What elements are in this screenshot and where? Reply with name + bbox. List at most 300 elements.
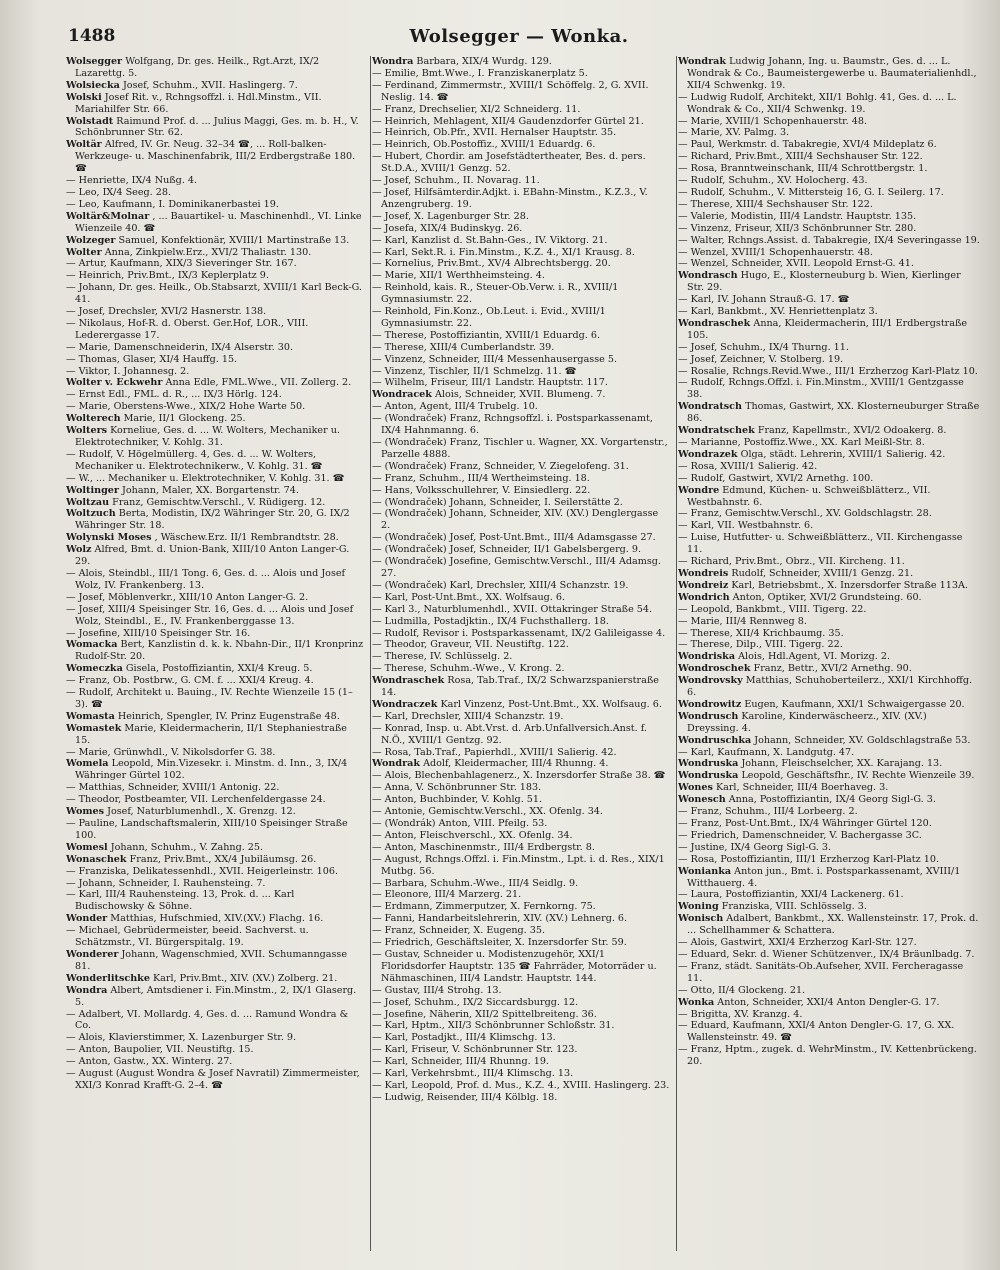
entry-text: — Johann, Dr. ges. Heilk., Ob.Stabsarzt, XVIII/1 Karl Beck-G. 41. xyxy=(66,282,362,306)
directory-entry xyxy=(372,723,670,747)
entry-text: — (Wondraček) Franz, Rchngsoffzl. i. Postsparkassenamt, IX/4 Hahnmanng. 6. xyxy=(372,413,653,437)
entry-surname: Wolski xyxy=(66,91,102,103)
directory-entry xyxy=(678,961,980,985)
entry-text: Josef, Schuhm., XVII. Haslingerg. 7. xyxy=(122,79,298,91)
entry-text: — Rosalie, Rchngs.Revid.Wwe., III/1 Erzherzog Karl-Platz 10. xyxy=(678,365,978,377)
entry-text: — Josef, Hilfsämterdir.Adjkt. i. EBahn-Minstm., K.Z.3., V. Anzengruberg. 19. xyxy=(372,186,648,210)
entry-text: — Karl, Leopold, Prof. d. Mus., K.Z. 4., XVIII. Haslingerg. 23. xyxy=(372,1079,670,1091)
entry-text: Olga, städt. Lehrerin, XVIII/1 Salierig. 42. xyxy=(740,448,946,460)
directory-entry xyxy=(66,389,364,401)
entry-surname: Wonderlitschke xyxy=(66,972,150,984)
entry-text: Heinrich, Spengler, IV. Prinz Eugenstraße 48. xyxy=(117,710,340,722)
directory-entry xyxy=(372,401,670,413)
directory-entry xyxy=(678,937,980,949)
directory-entry xyxy=(678,628,980,640)
entry-text: Rosa, Tab.Traf., IX/2 Schwarzspanierstraße 14. xyxy=(381,675,659,699)
directory-entry xyxy=(678,461,980,473)
directory-entry xyxy=(372,604,670,616)
directory-entry xyxy=(66,366,364,378)
entry-text: — Marie, III/4 Rennweg 8. xyxy=(678,615,807,627)
entry-text: — Johann, Schneider, I. Rauhensteing. 7. xyxy=(66,877,266,889)
entry-text: — Heinrich, Priv.Bmt., IX/3 Keplerplatz 9. xyxy=(66,270,269,282)
directory-entry xyxy=(372,842,670,854)
directory-entry xyxy=(66,758,364,782)
directory-entry xyxy=(372,270,670,282)
directory-entry xyxy=(678,735,980,747)
entry-text: Franz, Gemischtw.Verschl., V. Rüdigerg. 12. xyxy=(112,496,326,508)
entry-text: — Matthias, Schneider, XVIII/1 Antonig. 22. xyxy=(66,782,280,794)
directory-entry xyxy=(678,235,980,247)
directory-entry xyxy=(678,175,980,187)
entry-text: — Richard, Priv.Bmt., XIII/4 Sechshauser Str. 122. xyxy=(678,151,923,163)
directory-entry xyxy=(678,508,980,520)
directory-entry xyxy=(372,223,670,235)
entry-text: — Antonie, Gemischtw.Verschl., XX. Ofenlg. 34. xyxy=(372,806,603,818)
entry-text: — Karl, Friseur, V. Schönbrunner Str. 123. xyxy=(372,1044,578,1056)
entry-text: Karoline, Kinderwäscheerz., XIV. (XV.) Dreyssing. 4. xyxy=(687,710,927,734)
entry-text: — Konrad, Insp. u. Abt.Vrst. d. Arb.Unfallversich.Anst. f. N.Ö., XVIII/1 Gentzg. 92. xyxy=(372,722,647,746)
entry-text: — Ludwig, Reisender, III/4 Kölblg. 18. xyxy=(372,1091,558,1103)
entry-text: — Josef, Drechsler, XVI/2 Hasnerstr. 138. xyxy=(66,306,267,318)
entry-text: — Vinzenz, Friseur, XII/3 Schönbrunner Str. 280. xyxy=(678,222,917,234)
directory-entry xyxy=(372,544,670,556)
directory-entry xyxy=(678,187,980,199)
directory-entry xyxy=(678,449,980,461)
entry-text: — August (August Wondra & Josef Navratil) Zimmermeister, XXI/3 Konrad Krafft-G. 2–4. ☎ xyxy=(66,1068,360,1091)
entry-text: — Ferdinand, Zimmermstr., XVIII/1 Schöffelg. 2, G. XVII. Neslig. 14. ☎ xyxy=(372,79,649,103)
directory-entry xyxy=(372,556,670,580)
entry-surname: Wonaschek xyxy=(66,853,127,865)
entry-text: — Karl, IV. Johann Strauß-G. 17. ☎ xyxy=(678,294,850,306)
entry-surname: Wondreiz xyxy=(678,579,729,591)
entry-surname: Womela xyxy=(66,758,109,770)
entry-surname: Wondratsch xyxy=(678,401,742,413)
entry-text: — Artur, Kaufmann, XIX/3 Sieveringer Str. 167. xyxy=(66,258,297,270)
entry-text: — (Wondraček) Josefine, Gemischtw.Verschl., III/4 Adamsg. 27. xyxy=(372,556,661,579)
entry-text: Johann, Wagenschmied, XVII. Schumanngasse 81. xyxy=(75,948,348,972)
entry-text: Albert, Amtsdiener i. Fin.Minstm., 2, IX/1 Glaserg. 5. xyxy=(75,984,357,1008)
directory-entry xyxy=(372,794,670,806)
directory-entry xyxy=(372,651,670,663)
directory-entry xyxy=(678,651,980,663)
entry-surname: Wondrazek xyxy=(678,448,738,460)
directory-entry xyxy=(372,913,670,925)
directory-entry xyxy=(372,711,670,723)
directory-entry xyxy=(372,532,670,544)
entry-surname: Wonka xyxy=(678,996,715,1008)
directory-entry xyxy=(678,616,980,628)
directory-entry xyxy=(66,866,364,878)
entry-text: — Josef, Schuhm., II. Novarag. 11. xyxy=(372,175,540,187)
entry-text: — Wenzel, Schneider, XVII. Leopold Ernst-G. 41. xyxy=(678,258,914,270)
entry-text: — (Wondraček) Johann, Schneider, XIV. (XV.) Denglergasse 2. xyxy=(372,508,659,532)
entry-surname: Wondratschek xyxy=(678,425,755,437)
directory-entry xyxy=(66,949,364,973)
entry-text: — Alois, Steindbl., III/1 Tong. 6, Ges. d. ... Alois und Josef Wolz, IV. Frankenberg. 13. xyxy=(66,567,346,591)
directory-entry xyxy=(678,675,980,699)
entry-surname: Wolsiecka xyxy=(66,79,120,91)
directory-entry xyxy=(66,544,364,568)
directory-entry xyxy=(372,485,670,497)
directory-entry xyxy=(678,913,980,937)
entry-text: — Ernst Edl., FML. d. R., ... IX/3 Hörlg. 124. xyxy=(66,389,282,401)
directory-entry xyxy=(66,711,364,723)
directory-entry xyxy=(678,949,980,961)
directory-entry xyxy=(678,294,980,306)
entry-text: — Rosa, Postoffiziantin, III/1 Erzherzog Karl-Platz 10. xyxy=(678,853,939,865)
entry-text: — Franz, städt. Sanitäts-Ob.Aufseher, XVII. Fercheragasse 11. xyxy=(678,960,964,984)
entry-text: — Heinrich, Mehlagent, XII/4 Gaudenzdorfer Gürtel 21. xyxy=(372,115,644,127)
entry-text: , ... Bauartikel- u. Maschinenhdl., VI. Linke Wienzeile 40. ☎ xyxy=(75,210,362,234)
entry-text: — Karl, Hptm., XII/3 Schönbrunner Schloßstr. 31. xyxy=(372,1020,615,1032)
entry-text: — Franz, Hptm., zugek. d. WehrMinstm., IV. Kettenbrückeng. 20. xyxy=(678,1044,977,1068)
directory-entry xyxy=(372,1020,670,1032)
entry-text: — Josef, XIII/4 Speisinger Str. 16, Ges. d. ... Alois und Josef Wolz, Steindbl., E., IV. Frankenberggasse 13. xyxy=(66,603,354,627)
directory-entry xyxy=(678,56,980,92)
entry-surname: Wondraschek xyxy=(372,675,445,687)
directory-entry xyxy=(678,127,980,139)
entry-surname: Woltzuch xyxy=(66,508,116,520)
entry-text: Marie, Kleidermacherin, II/1 Stephaniestraße 15. xyxy=(75,722,347,746)
entry-text: — Rudolf, Architekt u. Bauing., IV. Rechte Wienzeile 15 (1–3). ☎ xyxy=(66,687,353,710)
directory-entry xyxy=(678,782,980,794)
directory-entry xyxy=(372,342,670,354)
entry-text: — Marie, Damenschneiderin, IX/4 Alserstr. 30. xyxy=(66,341,293,353)
directory-entry xyxy=(372,663,670,675)
directory-entry xyxy=(372,925,670,937)
entry-text: Edmund, Küchen- u. Schweißblätterz., VII. Westbahnstr. 6. xyxy=(687,484,931,508)
directory-entry xyxy=(66,842,364,854)
directory-entry xyxy=(372,782,670,794)
directory-entry xyxy=(678,842,980,854)
directory-entry xyxy=(678,306,980,318)
entry-text: — Franz, Schuhm., III/4 Lorbeerg. 2. xyxy=(678,806,858,818)
entry-text: Ludwig Johann, Ing. u. Baumstr., Ges. d. ... L. Wondrak & Co., Baumeistergewerbe u. Baumaterialienhdl., XII/4 Schwenkg. 19. xyxy=(687,56,977,91)
entry-text: Anna, Postoffiziantin, IX/4 Georg Sigl-G. 3. xyxy=(728,794,936,806)
directory-entry xyxy=(66,80,364,92)
entry-surname: Wondracek xyxy=(372,389,432,401)
directory-entry xyxy=(66,413,364,425)
entry-text: — Rudolf, Rchngs.Offzl. i. Fin.Minstm., XVIII/1 Gentzgasse 38. xyxy=(678,377,964,401)
directory-entry xyxy=(678,258,980,270)
entry-text: — Therese, XIII/4 Sechshauser Str. 122. xyxy=(678,198,873,210)
entry-text: — August, Rchngs.Offzl. i. Fin.Minstm., Lpt. i. d. Res., XIX/1 Mutbg. 56. xyxy=(372,853,665,877)
entry-text: Bert, Kanzlistin d. k. k. Nbahn-Dir., II/1 Kronprinz Rudolf-Str. 20. xyxy=(75,639,364,663)
directory-entry xyxy=(678,866,980,890)
entry-text: — Wenzel, XVIII/1 Schopenhauerstr. 48. xyxy=(678,246,873,258)
directory-entry xyxy=(372,461,670,473)
directory-entry xyxy=(372,1092,670,1104)
directory-entry xyxy=(372,592,670,604)
directory-entry xyxy=(678,604,980,616)
entry-text: — (Wondraček) Franz, Tischler u. Wagner, XX. Vorgartenstr., Parzelle 4888. xyxy=(372,437,668,460)
directory-entry xyxy=(372,258,670,270)
entry-text: — (Wondraček) Karl, Drechsler, XIII/4 Schanzstr. 19. xyxy=(372,579,629,591)
entry-text: Anton, Optiker, XVI/2 Grundsteing. 60. xyxy=(732,591,922,603)
entry-text: Samuel, Konfektionär, XVIII/1 Martinstraße 13. xyxy=(118,234,350,246)
entry-text: Anna, Kleidermacherin, III/1 Erdbergstraße 105. xyxy=(687,317,968,341)
entry-text: — Richard, Priv.Bmt., Obrz., VII. Kircheng. 11. xyxy=(678,556,905,568)
entry-text: — Vinzenz, Tischler, II/1 Schmelzg. 11. ☎ xyxy=(372,365,577,377)
directory-entry xyxy=(66,485,364,497)
entry-text: — Franz, Post-Unt.Bmt., IX/4 Währinger Gürtel 120. xyxy=(678,818,932,829)
entry-text: — Rudolf, Revisor i. Postsparkassenamt, IX/2 Galileigasse 4. xyxy=(372,627,666,639)
entry-text: Johann, Maler, XX. Borgartenstr. 74. xyxy=(122,484,299,496)
directory-entry xyxy=(372,497,670,509)
entry-surname: Wolz xyxy=(66,544,92,556)
entry-text: — Alois, Klavierstimmer, X. Lazenburger Str. 9. xyxy=(66,1032,297,1044)
entry-text: — Gustav, Schneider u. Modistenzugehör, XXI/1 Floridsdorfer Hauptstr. 135 ☎ Fahrräder, Motorräder u. Nähmaschinen, III/4 Landstr. Hauptstr. 144. xyxy=(372,948,657,984)
directory-entry xyxy=(678,377,980,401)
directory-entry xyxy=(678,580,980,592)
directory-entry xyxy=(372,330,670,342)
entry-text: — Therese, XIII/4 Cumberlandstr. 39. xyxy=(372,341,555,353)
directory-entry xyxy=(66,175,364,187)
entry-text: — Karl, III/4 Rauhensteing. 13, Prok. d. ... Karl Budischowsky & Söhne. xyxy=(66,889,295,913)
entry-surname: Wondruska xyxy=(678,758,739,770)
directory-entry xyxy=(66,211,364,235)
entry-text: — Eleonore, III/4 Marzerg. 21. xyxy=(372,889,522,901)
entry-text: — Josef, X. Lagenburger Str. 28. xyxy=(372,210,529,222)
entry-text: — Ludmilla, Postadjktin., IX/4 Fuchsthallerg. 18. xyxy=(372,615,609,627)
entry-text: Karl, Betriebsbmt., X. Inzersdorfer Straße 113A. xyxy=(731,579,968,591)
directory-entry xyxy=(678,92,980,116)
directory-entry xyxy=(678,473,980,485)
entry-text: — (Wondrák) Anton, VIII. Pfeilg. 53. xyxy=(372,818,548,829)
directory-entry xyxy=(372,770,670,782)
entry-text: Berta, Modistin, IX/2 Währinger Str. 20, G. IX/2 Währinger Str. 18. xyxy=(75,508,350,532)
entry-text: — Anton, Fleischverschl., XX. Ofenlg. 34. xyxy=(372,829,573,841)
entry-text: Alfred, IV. Gr. Neug. 32–34 ☎, ... Roll-balken-Werkzeuge- u. Maschinenfabrik, III/2 Erdbergstraße 180. ☎ xyxy=(75,139,356,175)
directory-entry xyxy=(66,854,364,866)
directory-entry xyxy=(372,282,670,306)
entry-text: — Wilhelm, Friseur, III/1 Landstr. Hauptstr. 117. xyxy=(372,377,608,389)
directory-entry xyxy=(372,211,670,223)
entry-text: — Rosa, Branntweinschank, III/4 Schrottbergstr. 1. xyxy=(678,163,928,175)
entry-text: — Vinzenz, Schneider, III/4 Messenhausergasse 5. xyxy=(372,353,618,365)
directory-entry xyxy=(372,127,670,139)
entry-text: Franziska, VIII. Schlösselg. 3. xyxy=(721,901,867,913)
directory-entry xyxy=(66,806,364,818)
entry-text: — Therese, IV. Schlüsselg. 2. xyxy=(372,651,513,663)
directory-entry xyxy=(678,699,980,711)
entry-surname: Womesl xyxy=(66,841,108,853)
directory-entry xyxy=(66,139,364,175)
directory-entry xyxy=(678,318,980,342)
entry-text: — (Wondraček) Franz, Schneider, V. Ziegelofeng. 31. xyxy=(372,460,629,472)
entry-surname: Wolterech xyxy=(66,413,121,425)
directory-entry xyxy=(66,354,364,366)
entry-surname: Wondrusch xyxy=(678,710,739,722)
directory-entry xyxy=(66,258,364,270)
directory-entry xyxy=(372,413,670,437)
entry-surname: Wondruschka xyxy=(678,734,752,746)
entry-surname: Woltzau xyxy=(66,496,110,508)
directory-entry xyxy=(678,758,980,770)
directory-entry xyxy=(372,639,670,651)
entry-surname: Wondrasch xyxy=(678,270,738,282)
directory-entry xyxy=(678,818,980,830)
directory-entry xyxy=(372,437,670,461)
entry-text: Alois, Hdl.Agent, VI. Morizg. 2. xyxy=(738,651,890,663)
directory-entry xyxy=(678,520,980,532)
directory-entry xyxy=(678,806,980,818)
directory-entry xyxy=(372,830,670,842)
entry-surname: Wolstadt xyxy=(66,115,114,127)
entry-text: Leopold, Min.Vizesekr. i. Minstm. d. Inn., 3, IX/4 Währinger Gürtel 102. xyxy=(75,758,348,782)
entry-text: — Josefa, XIX/4 Budinskyg. 26. xyxy=(372,222,523,234)
directory-entry xyxy=(372,675,670,699)
directory-entry xyxy=(678,770,980,782)
entry-text: Franz, Priv.Bmt., XX/4 Jubiläumsg. 26. xyxy=(129,853,317,865)
directory-entry xyxy=(678,366,980,378)
entry-text: — Marianne, Postoffiz.Wwe., XX. Karl Meißl-Str. 8. xyxy=(678,437,925,448)
entry-surname: Woltär&Molnar xyxy=(66,210,150,222)
entry-text: — Leopold, Bankbmt., VIII. Tigerg. 22. xyxy=(678,603,867,615)
directory-entry xyxy=(372,116,670,128)
entry-surname: Wondra xyxy=(66,984,108,996)
entry-text: Barbara, XIX/4 Wurdg. 129. xyxy=(416,56,552,67)
entry-text: Anton, Schneider, XXI/4 Anton Dengler-G. 17. xyxy=(717,996,940,1008)
entry-text: — Justine, IX/4 Georg Sigl-G. 3. xyxy=(678,841,832,853)
directory-entry xyxy=(66,889,364,913)
directory-entry xyxy=(66,282,364,306)
entry-text: — Franz, Gemischtw.Verschl., XV. Goldschlagstr. 28. xyxy=(678,508,932,520)
entry-text: — Karl, VII. Westbahnstr. 6. xyxy=(678,520,814,532)
entry-text: — Friedrich, Damenschneider, V. Bachergasse 3C. xyxy=(678,829,922,841)
directory-entry xyxy=(678,223,980,235)
entry-text: Thomas, Gastwirt, XX. Klosterneuburger Straße 86. xyxy=(687,401,980,425)
column-2 xyxy=(372,56,670,1256)
entry-surname: Wondra xyxy=(372,56,414,67)
entry-text: — Alois, Gastwirt, XXI/4 Erzherzog Karl-Str. 127. xyxy=(678,937,917,949)
directory-entry xyxy=(372,366,670,378)
entry-text: — Karl, Kanzlist d. St.Bahn-Ges., IV. Viktorg. 21. xyxy=(372,234,608,246)
entry-text: — Josefine, Näherin, XII/2 Spittelbreiteng. 36. xyxy=(372,1008,597,1020)
entry-text: — Karl, Sekt.R. i. Fin.Minstm., K.Z. 4., XI/1 Krausg. 8. xyxy=(372,246,635,258)
entry-text: Adolf, Kleidermacher, III/4 Rhunng. 4. xyxy=(423,758,609,770)
entry-text: — Paul, Werkmstr. d. Tabakregie, XVI/4 Mildeplatz 6. xyxy=(678,139,937,151)
directory-entry xyxy=(66,639,364,663)
entry-surname: Wolsegger xyxy=(66,56,123,67)
directory-entry xyxy=(678,425,980,437)
entry-text: — Laura, Postoffiziantin, XXI/4 Lackenerg. 61. xyxy=(678,889,904,901)
entry-text: — (Wondraček) Josef, Schneider, II/1 Gabelsbergerg. 9. xyxy=(372,544,642,556)
entry-text: — Therese, XII/4 Krichbaumg. 35. xyxy=(678,627,844,639)
entry-surname: Wondrak xyxy=(372,758,420,770)
entry-surname: Woning xyxy=(678,901,719,913)
directory-entry xyxy=(372,628,670,640)
directory-entry xyxy=(66,794,364,806)
directory-entry xyxy=(372,80,670,104)
entry-text: — Brigitta, XV. Kranzg. 4. xyxy=(678,1008,803,1020)
directory-entry xyxy=(66,687,364,711)
directory-entry xyxy=(66,782,364,794)
entry-text: Leopold, Geschäftsfhr., IV. Rechte Wienzeile 39. xyxy=(741,770,975,782)
entry-text: Johann, Schneider, XV. Goldschlagstraße 53. xyxy=(754,734,971,746)
entry-surname: Wondroschek xyxy=(678,663,751,675)
entry-text: — Franz, Schuhm., III/4 Wertheimsteing. 18. xyxy=(372,472,590,484)
entry-text: Hugo, E., Klosterneuburg b. Wien, Kierlinger Str. 29. xyxy=(687,270,961,294)
directory-entry xyxy=(66,497,364,509)
entry-surname: Wondrich xyxy=(678,591,730,603)
directory-entry xyxy=(66,56,364,80)
entry-text: — Franz, Ob. Postbrw., G. CM. f. ... XXI/4 Kreug. 4. xyxy=(66,675,314,687)
directory-entry xyxy=(372,889,670,901)
directory-entry xyxy=(372,1044,670,1056)
directory-entry xyxy=(66,377,364,389)
entry-surname: Wolter v. Eckwehr xyxy=(66,377,163,389)
entry-text: — Thomas, Glaser, XI/4 Hauffg. 15. xyxy=(66,353,238,365)
directory-entry xyxy=(66,568,364,592)
directory-entry xyxy=(678,485,980,509)
directory-entry xyxy=(678,889,980,901)
entry-text: — Heinrich, Ob.Pfr., XVII. Hernalser Hauptstr. 35. xyxy=(372,127,617,139)
entry-surname: Womastek xyxy=(66,722,122,734)
directory-entry xyxy=(678,711,980,735)
directory-entry xyxy=(66,247,364,259)
entry-text: — Karl 3., Naturblumenhdl., XVII. Ottakringer Straße 54. xyxy=(372,603,653,615)
entry-surname: Womasta xyxy=(66,710,115,722)
directory-entry xyxy=(66,473,364,485)
directory-entry xyxy=(678,270,980,294)
directory-entry xyxy=(66,747,364,759)
entry-text: — Therese, Schuhm.-Wwe., V. Krong. 2. xyxy=(372,663,565,675)
entry-text: — Eduard, Sekr. d. Wiener Schützenver., IX/4 Bräunlbadg. 7. xyxy=(678,948,975,960)
directory-entry xyxy=(372,175,670,187)
entry-text: — W., ... Mechaniker u. Elektrotechniker, V. Kohlg. 31. ☎ xyxy=(66,472,345,484)
directory-entry xyxy=(678,747,980,759)
entry-text: — Rosa, Tab.Traf., Papierhdl., XVIII/1 Salierig. 42. xyxy=(372,746,617,758)
directory-entry xyxy=(372,937,670,949)
entry-text: — Eduard, Kaufmann, XXI/4 Anton Dengler-G. 17, G. XX. Wallensteinstr. 49. ☎ xyxy=(678,1020,955,1044)
directory-entry xyxy=(372,1009,670,1021)
entry-surname: Woltinger xyxy=(66,484,119,496)
entry-text: — Josef, Schuhm., IX/4 Thurng. 11. xyxy=(678,341,849,353)
directory-entry xyxy=(66,604,364,628)
entry-text: Raimund Prof. d. ... Julius Maggi, Ges. m. b. H., V. Schönbrunner Str. 62. xyxy=(75,115,359,139)
directory-entry xyxy=(66,508,364,532)
entry-text: — Karl, Drechsler, XIII/4 Schanzstr. 19. xyxy=(372,710,564,722)
entry-text: — Gustav, III/4 Strohg. 13. xyxy=(372,984,502,996)
directory-entry xyxy=(66,449,364,473)
entry-text: — Karl, Postadjkt., III/4 Klimschg. 13. xyxy=(372,1032,556,1044)
directory-entry xyxy=(66,1009,364,1033)
directory-entry xyxy=(66,985,364,1009)
entry-text: — Anton, Agent, III/4 Trubelg. 10. xyxy=(372,401,538,413)
entry-surname: Wolters xyxy=(66,425,108,437)
entries-columns xyxy=(66,56,986,1256)
column-1 xyxy=(66,56,364,1256)
entry-surname: Wones xyxy=(678,782,713,794)
directory-entry xyxy=(66,199,364,211)
entry-text: Rudolf, Schneider, XVIII/1 Genzg. 21. xyxy=(731,567,914,579)
entry-text: — Josef, Möblenverkr., XIII/10 Anton Langer-G. 2. xyxy=(66,591,309,603)
entry-text: — Hubert, Chordir. am Josefstädtertheater, Bes. d. pers. St.D.A., XVIII/1 Genzg. 52. xyxy=(372,151,646,175)
directory-entry xyxy=(678,342,980,354)
directory-entry xyxy=(372,997,670,1009)
directory-entry xyxy=(678,211,980,223)
entry-surname: Wonderer xyxy=(66,948,119,960)
directory-entry xyxy=(372,235,670,247)
entry-text: — Alois, Blechenbahlagenerz., X. Inzersdorfer Straße 38. ☎ xyxy=(372,770,666,782)
directory-entry xyxy=(66,913,364,925)
entry-text: — Valerie, Modistin, III/4 Landstr. Hauptstr. 135. xyxy=(678,210,917,222)
directory-entry xyxy=(678,639,980,651)
entry-text: Johann, Schuhm., V. Zahng. 25. xyxy=(110,841,264,853)
directory-entry xyxy=(372,306,670,330)
directory-entry xyxy=(66,925,364,949)
